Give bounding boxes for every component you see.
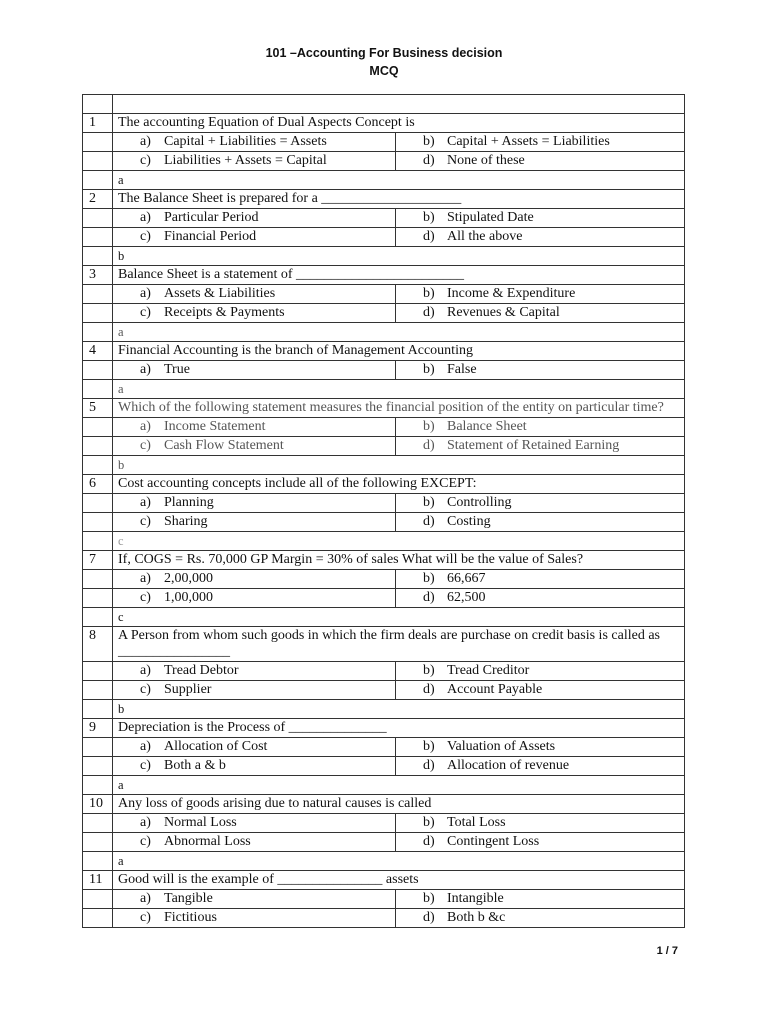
option-letter: c) [140, 910, 151, 925]
option-right [396, 285, 685, 304]
option-text: Financial Period [164, 229, 257, 244]
option-spacer [83, 662, 113, 681]
option-spacer [83, 757, 113, 776]
question-text: Cost accounting concepts include all of the following EXCEPT: [113, 475, 685, 494]
option-right [396, 209, 685, 228]
option-right [396, 757, 685, 776]
option-letter: a) [140, 495, 151, 510]
answer-key: a [113, 852, 685, 871]
answer-spacer [83, 171, 113, 190]
question-text: Good will is the example of _______________ assets [113, 871, 685, 890]
option-spacer [83, 589, 113, 608]
question-text: Financial Accounting is the branch of Management Accounting [113, 342, 685, 361]
option-left [113, 418, 396, 437]
option-left [113, 662, 396, 681]
answer-key: a [113, 380, 685, 399]
option-right [396, 513, 685, 532]
option-left [113, 833, 396, 852]
question-text: Any loss of goods arising due to natural causes is called [113, 795, 685, 814]
header-cell [113, 95, 685, 114]
question-text: The accounting Equation of Dual Aspects Concept is [113, 114, 685, 133]
answer-key: c [113, 532, 685, 551]
option-letter: b) [423, 495, 435, 510]
option-letter: b) [423, 134, 435, 149]
question-row [83, 342, 685, 361]
answer-spacer [83, 247, 113, 266]
option-row [83, 757, 685, 776]
option-spacer [83, 570, 113, 589]
option-text: Tread Creditor [447, 663, 530, 678]
answer-row [83, 323, 685, 342]
answer-spacer [83, 608, 113, 627]
answer-row [83, 700, 685, 719]
answer-spacer [83, 532, 113, 551]
option-spacer [83, 285, 113, 304]
option-letter: c) [140, 682, 151, 697]
question-text: The Balance Sheet is prepared for a ____________________ [113, 190, 685, 209]
option-row [83, 494, 685, 513]
option-row [83, 361, 685, 380]
option-letter: c) [140, 305, 151, 320]
option-letter: b) [423, 210, 435, 225]
question-row [83, 551, 685, 570]
question-text: Balance Sheet is a statement of ________________________ [113, 266, 685, 285]
option-row [83, 814, 685, 833]
option-text: Costing [447, 514, 491, 529]
answer-key: b [113, 456, 685, 475]
option-text: Controlling [447, 495, 512, 510]
option-letter: c) [140, 438, 151, 453]
option-text: None of these [447, 153, 525, 168]
option-letter: d) [423, 758, 435, 773]
option-text: Fictitious [164, 910, 217, 925]
option-letter: d) [423, 514, 435, 529]
option-letter: c) [140, 153, 151, 168]
option-text: True [164, 362, 190, 377]
option-letter: b) [423, 571, 435, 586]
option-letter: d) [423, 153, 435, 168]
mcq-table-body [83, 95, 685, 928]
option-text: Statement of Retained Earning [447, 438, 620, 453]
option-text: Account Payable [447, 682, 543, 697]
option-text: Stipulated Date [447, 210, 534, 225]
option-text: 2,00,000 [164, 571, 213, 586]
option-letter: b) [423, 663, 435, 678]
option-right [396, 418, 685, 437]
option-left [113, 228, 396, 247]
option-right [396, 681, 685, 700]
option-left [113, 152, 396, 171]
option-text: Intangible [447, 891, 504, 906]
option-right [396, 589, 685, 608]
option-letter: b) [423, 286, 435, 301]
answer-row [83, 608, 685, 627]
question-text: If, COGS = Rs. 70,000 GP Margin = 30% of sales What will be the value of Sales? [113, 551, 685, 570]
question-row [83, 399, 685, 418]
question-number: 6 [83, 475, 113, 494]
option-letter: a) [140, 891, 151, 906]
answer-spacer [83, 776, 113, 795]
answer-row [83, 852, 685, 871]
option-row [83, 570, 685, 589]
question-number: 11 [83, 871, 113, 890]
option-right [396, 738, 685, 757]
option-left [113, 209, 396, 228]
answer-row [83, 456, 685, 475]
option-row [83, 304, 685, 323]
option-text: Income & Expenditure [447, 286, 576, 301]
option-letter: b) [423, 891, 435, 906]
option-left [113, 494, 396, 513]
option-text: Revenues & Capital [447, 305, 560, 320]
answer-spacer [83, 700, 113, 719]
option-left [113, 304, 396, 323]
option-spacer [83, 738, 113, 757]
option-text: Capital + Assets = Liabilities [447, 134, 610, 149]
answer-row [83, 380, 685, 399]
option-text: Tangible [164, 891, 213, 906]
option-letter: b) [423, 815, 435, 830]
option-spacer [83, 133, 113, 152]
option-text: Sharing [164, 514, 208, 529]
option-text: 1,00,000 [164, 590, 213, 605]
answer-spacer [83, 380, 113, 399]
answer-key: b [113, 700, 685, 719]
option-spacer [83, 833, 113, 852]
option-letter: a) [140, 739, 151, 754]
question-text: Which of the following statement measures the financial position of the entity on particular time? [113, 399, 685, 418]
option-right [396, 662, 685, 681]
option-right [396, 304, 685, 323]
option-left [113, 437, 396, 456]
option-letter: d) [423, 229, 435, 244]
option-spacer [83, 209, 113, 228]
option-text: Allocation of Cost [164, 739, 268, 754]
option-letter: a) [140, 571, 151, 586]
option-text: Valuation of Assets [447, 739, 556, 754]
option-spacer [83, 304, 113, 323]
option-text: Normal Loss [164, 815, 237, 830]
option-letter: a) [140, 210, 151, 225]
option-left [113, 589, 396, 608]
option-text: Capital + Liabilities = Assets [164, 134, 327, 149]
option-text: Tread Debtor [164, 663, 239, 678]
option-right [396, 494, 685, 513]
option-letter: a) [140, 134, 151, 149]
option-left [113, 513, 396, 532]
mcq-table [82, 94, 685, 928]
option-text: Allocation of revenue [447, 758, 570, 773]
option-text: Cash Flow Statement [164, 438, 284, 453]
option-spacer [83, 513, 113, 532]
option-letter: d) [423, 438, 435, 453]
question-number: 10 [83, 795, 113, 814]
option-letter: c) [140, 758, 151, 773]
option-left [113, 570, 396, 589]
option-row [83, 418, 685, 437]
option-spacer [83, 494, 113, 513]
option-left [113, 814, 396, 833]
option-letter: b) [423, 362, 435, 377]
option-right [396, 814, 685, 833]
option-text: Receipts & Payments [164, 305, 285, 320]
option-text: Income Statement [164, 419, 266, 434]
answer-spacer [83, 852, 113, 871]
answer-spacer [83, 323, 113, 342]
option-text: 66,667 [447, 571, 486, 586]
question-text: Depreciation is the Process of ______________ [113, 719, 685, 738]
option-spacer [83, 681, 113, 700]
option-row [83, 152, 685, 171]
option-letter: d) [423, 682, 435, 697]
option-spacer [83, 361, 113, 380]
option-text: Total Loss [447, 815, 506, 830]
question-number: 2 [83, 190, 113, 209]
option-letter: d) [423, 590, 435, 605]
option-row [83, 228, 685, 247]
option-text: Supplier [164, 682, 212, 697]
option-right [396, 133, 685, 152]
option-letter: b) [423, 419, 435, 434]
option-right [396, 228, 685, 247]
question-row [83, 719, 685, 738]
question-row [83, 795, 685, 814]
answer-row [83, 776, 685, 795]
option-row [83, 209, 685, 228]
answer-key: a [113, 323, 685, 342]
option-text: All the above [447, 229, 523, 244]
option-right [396, 570, 685, 589]
option-letter: d) [423, 305, 435, 320]
answer-key: c [113, 608, 685, 627]
answer-spacer [83, 456, 113, 475]
option-text: Both b &c [447, 910, 506, 925]
option-letter: a) [140, 815, 151, 830]
answer-key: a [113, 171, 685, 190]
option-row [83, 589, 685, 608]
option-left [113, 757, 396, 776]
option-left [113, 361, 396, 380]
option-row [83, 437, 685, 456]
option-spacer [83, 437, 113, 456]
question-row [83, 475, 685, 494]
option-row [83, 133, 685, 152]
option-letter: d) [423, 910, 435, 925]
question-row [83, 114, 685, 133]
option-row [83, 738, 685, 757]
answer-key: a [113, 776, 685, 795]
option-right [396, 152, 685, 171]
question-row [83, 266, 685, 285]
option-letter: c) [140, 590, 151, 605]
option-right [396, 437, 685, 456]
option-spacer [83, 228, 113, 247]
page-number: 1 / 7 [656, 945, 678, 957]
option-left [113, 909, 396, 928]
option-right [396, 909, 685, 928]
option-letter: a) [140, 362, 151, 377]
option-letter: b) [423, 739, 435, 754]
option-text: Assets & Liabilities [164, 286, 276, 301]
option-letter: a) [140, 663, 151, 678]
question-number: 3 [83, 266, 113, 285]
option-text: Abnormal Loss [164, 834, 251, 849]
option-text: Planning [164, 495, 214, 510]
option-row [83, 833, 685, 852]
question-number: 5 [83, 399, 113, 418]
question-row [83, 627, 685, 662]
option-row [83, 909, 685, 928]
option-spacer [83, 890, 113, 909]
question-number: 7 [83, 551, 113, 570]
option-text: Particular Period [164, 210, 259, 225]
option-text: False [447, 362, 477, 377]
document-subtitle: MCQ [369, 64, 399, 78]
option-right [396, 361, 685, 380]
question-number: 1 [83, 114, 113, 133]
option-left [113, 738, 396, 757]
option-spacer [83, 814, 113, 833]
option-letter: d) [423, 834, 435, 849]
option-row [83, 681, 685, 700]
option-left [113, 681, 396, 700]
option-spacer [83, 418, 113, 437]
option-spacer [83, 152, 113, 171]
option-text: Balance Sheet [447, 419, 527, 434]
option-row [83, 662, 685, 681]
option-row [83, 890, 685, 909]
option-row [83, 513, 685, 532]
question-row [83, 871, 685, 890]
option-text: Contingent Loss [447, 834, 540, 849]
answer-row [83, 171, 685, 190]
question-row [83, 190, 685, 209]
answer-row [83, 247, 685, 266]
option-left [113, 285, 396, 304]
option-letter: a) [140, 286, 151, 301]
option-left [113, 890, 396, 909]
header-row [83, 95, 685, 114]
option-left [113, 133, 396, 152]
option-text: Both a & b [164, 758, 226, 773]
option-right [396, 833, 685, 852]
option-letter: c) [140, 834, 151, 849]
question-number: 4 [83, 342, 113, 361]
option-right [396, 890, 685, 909]
option-spacer [83, 909, 113, 928]
option-row [83, 285, 685, 304]
question-number: 9 [83, 719, 113, 738]
option-letter: c) [140, 514, 151, 529]
option-text: 62,500 [447, 590, 486, 605]
answer-row [83, 532, 685, 551]
answer-key: b [113, 247, 685, 266]
question-number: 8 [83, 627, 113, 662]
option-letter: c) [140, 229, 151, 244]
option-text: Liabilities + Assets = Capital [164, 153, 327, 168]
option-letter: a) [140, 419, 151, 434]
document-title: 101 –Accounting For Business decision [265, 46, 503, 60]
header-cell-num [83, 95, 113, 114]
question-text: A Person from whom such goods in which the firm deals are purchase on credit basis is called as ________________ [113, 627, 685, 662]
